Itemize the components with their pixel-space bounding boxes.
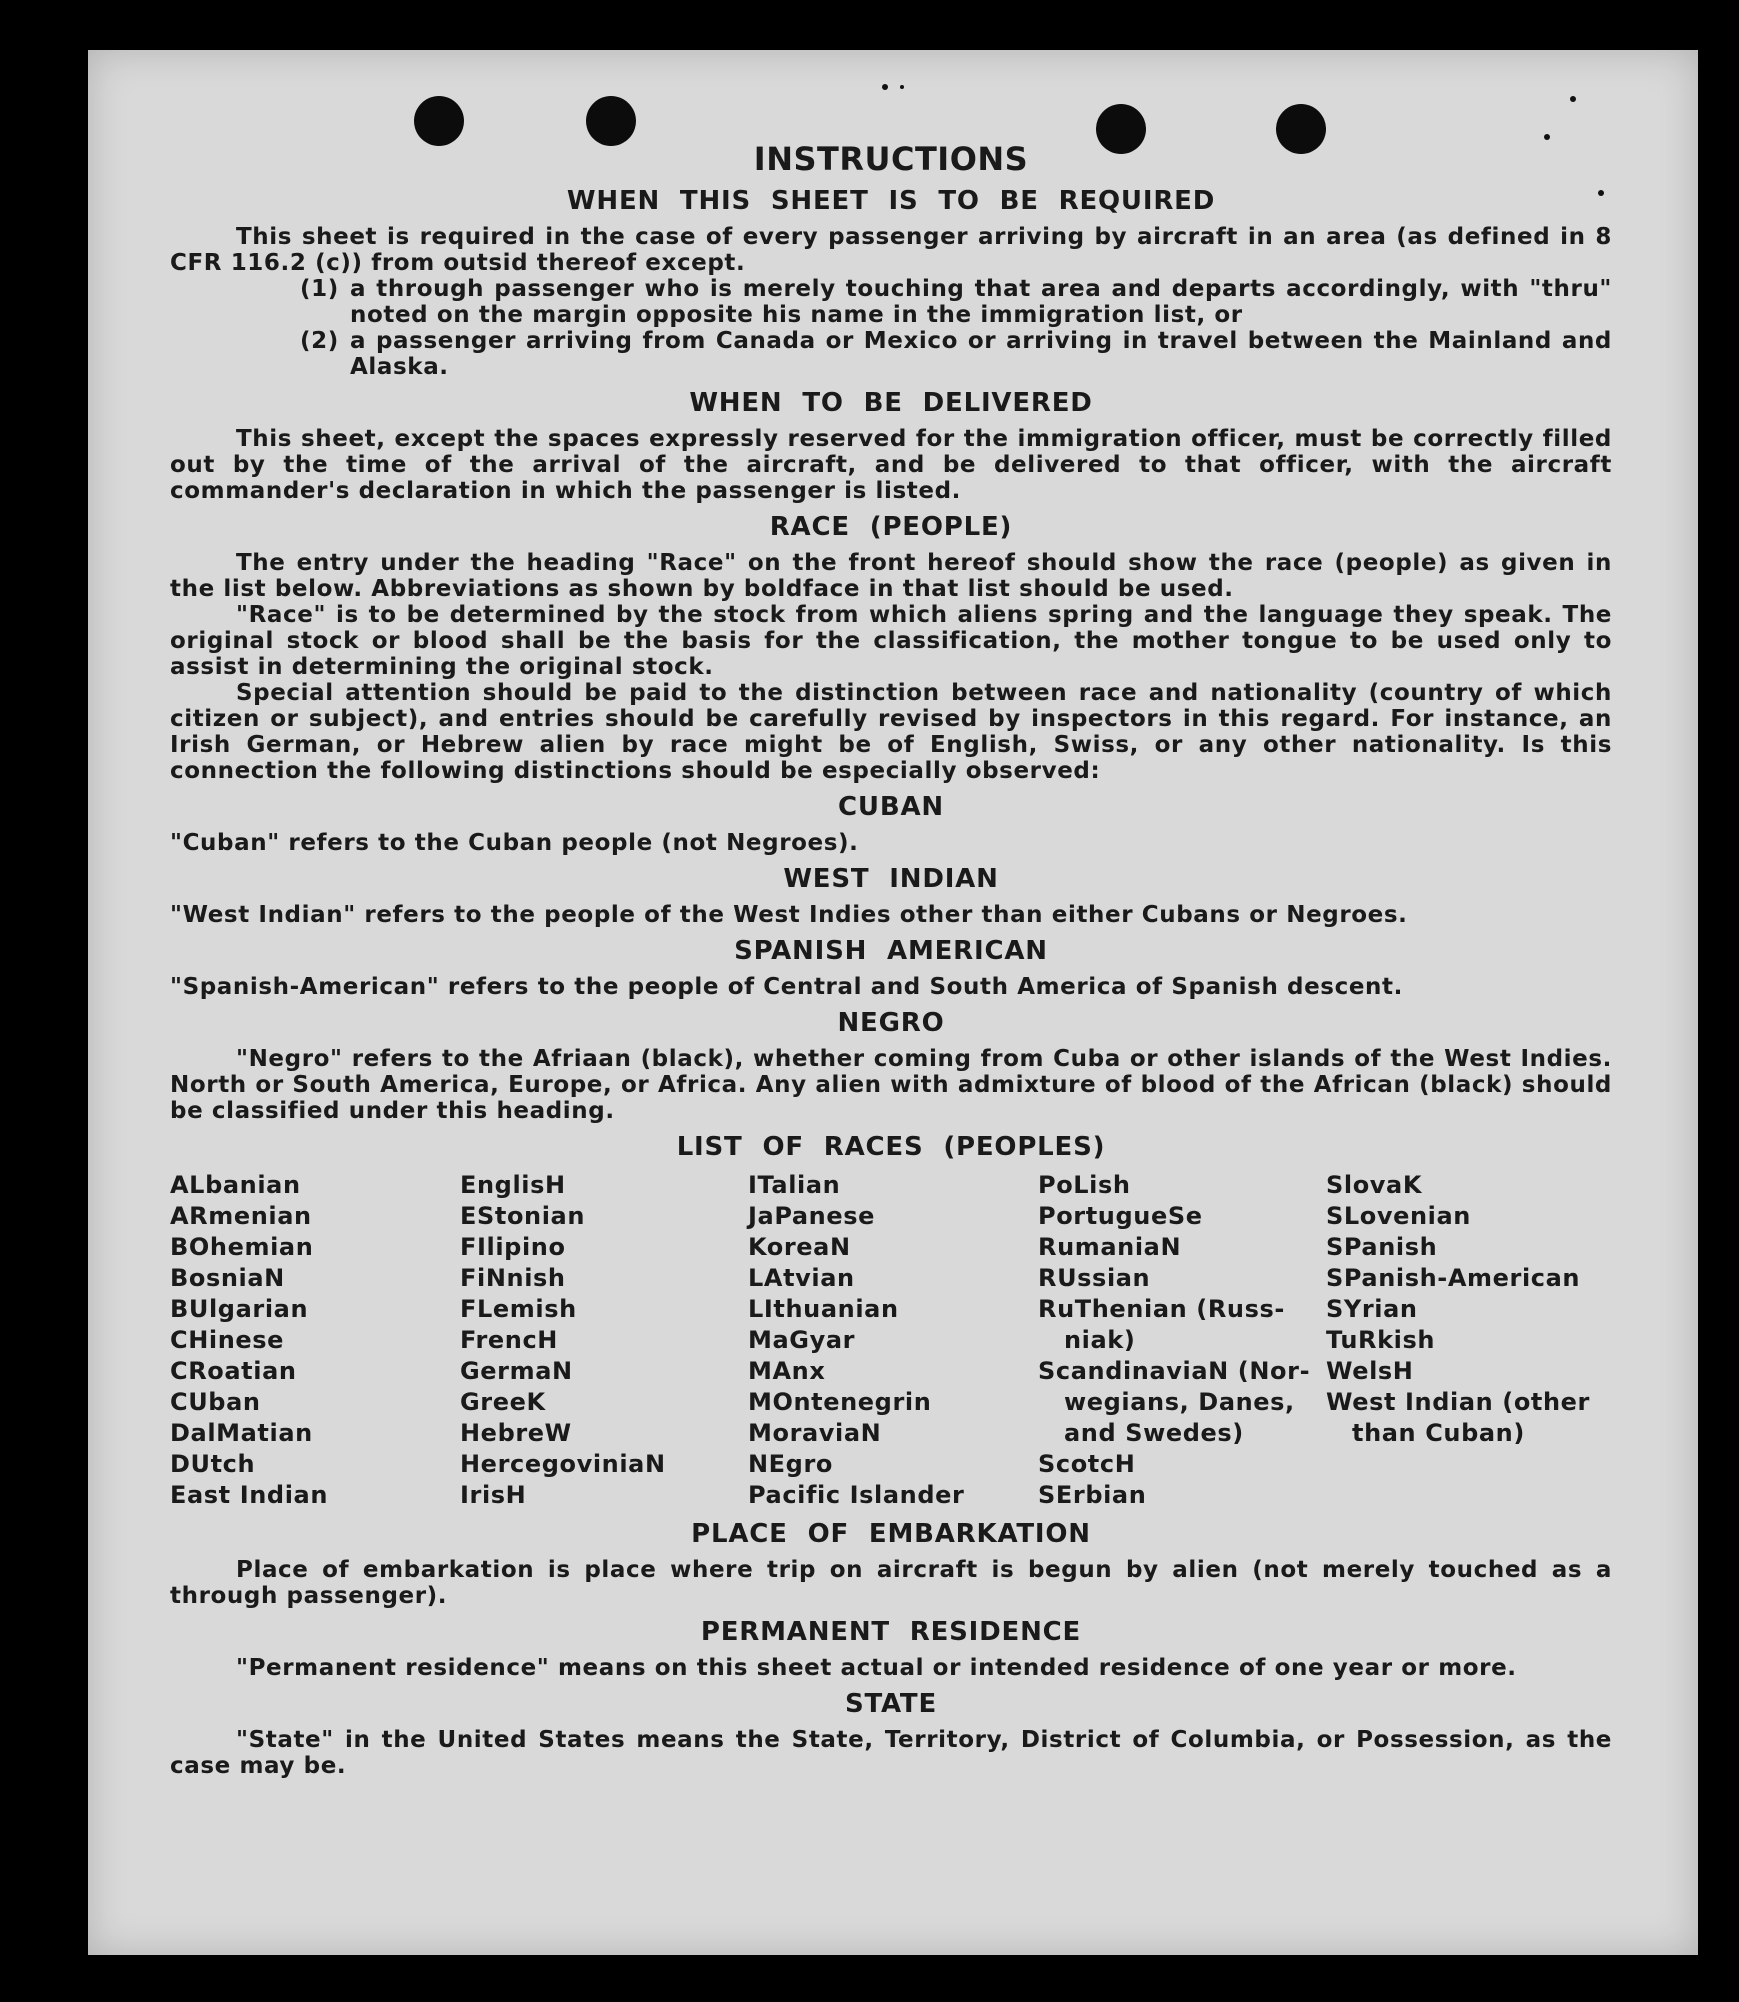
race-entry: TuRkish (1326, 1326, 1436, 1354)
exception-text: a through passenger who is merely touching that area and departs accordingly, with "thru" noted on the margin opposite his name in the immigration list, or (350, 276, 1612, 328)
race-entry: BosniaN (170, 1264, 285, 1292)
race-entry: HebreW (460, 1419, 572, 1447)
document-sheet (88, 50, 1698, 1955)
race-entry: RuThenian (Russ- (1038, 1295, 1285, 1323)
punch-hole (586, 96, 636, 146)
race-entry: DUtch (170, 1450, 256, 1478)
race-entry: MaGyar (748, 1326, 856, 1354)
race-entry: MAnx (748, 1357, 826, 1385)
race-entry: West Indian (other (1326, 1388, 1590, 1416)
race-entry: East Indian (170, 1481, 329, 1509)
race-entry: GreeK (460, 1388, 546, 1416)
race-entry: ScotcH (1038, 1450, 1136, 1478)
race-entry: EnglisH (460, 1171, 566, 1199)
race-entry: SLovenian (1326, 1202, 1471, 1230)
race-entry: GermaN (460, 1357, 573, 1385)
race-entry: SErbian (1038, 1481, 1147, 1509)
heading-negro: NEGRO (837, 1008, 945, 1038)
race-entry-continued: wegians, Danes, (1064, 1388, 1295, 1416)
exception-item (300, 328, 1612, 380)
race-entry: BOhemian (170, 1233, 314, 1261)
race-paragraph: The entry under the heading "Race" on the front hereof should show the race (people) as given in the list below. Abbreviations as shown by boldface in that list should be used. (170, 550, 1612, 602)
punch-hole (414, 96, 464, 146)
race-entry: CRoatian (170, 1357, 297, 1385)
race-entry: SYrian (1326, 1295, 1418, 1323)
speck (882, 84, 888, 90)
race-entry: ARmenian (170, 1202, 312, 1230)
required-intro: This sheet is required in the case of every passenger arriving by aircraft in an area (as defined in 8 CFR 116.2 (c)) from outsid thereof except. (170, 224, 1612, 276)
cuban-text: "Cuban" refers to the Cuban people (not Negroes). (170, 830, 859, 856)
race-entry: SPanish (1326, 1233, 1438, 1261)
race-entry: ScandinaviaN (Nor- (1038, 1357, 1311, 1385)
race-entry: SlovaK (1326, 1171, 1423, 1199)
race-entry-continued: niak) (1064, 1326, 1136, 1354)
residence-text: "Permanent residence" means on this sheet actual or intended residence of one year or more. (236, 1655, 1517, 1681)
races-column (748, 1170, 1038, 1511)
exception-number: (2) (300, 328, 339, 354)
race-entry: MOntenegrin (748, 1388, 932, 1416)
race-entry-continued: than Cuban) (1352, 1419, 1525, 1447)
race-entry: IrisH (460, 1481, 527, 1509)
race-entry: FLemish (460, 1295, 577, 1323)
race-entry: CUban (170, 1388, 261, 1416)
race-entry: BUlgarian (170, 1295, 309, 1323)
page-title: INSTRUCTIONS (753, 140, 1029, 178)
race-entry: ITalian (748, 1171, 841, 1199)
race-entry-continued: and Swedes) (1064, 1419, 1244, 1447)
heading-spanish-american: SPANISH AMERICAN (734, 936, 1048, 966)
race-entry: RumaniaN (1038, 1233, 1182, 1261)
race-entry: SPanish-American (1326, 1264, 1581, 1292)
race-paragraph: "Race" is to be determined by the stock from which aliens spring and the language they speak. The original stock or blood shall be the basis for the classification, the mother tongue to be used only to assist in determining the original stock. (170, 602, 1612, 680)
races-list (170, 1170, 1612, 1511)
heading-state: STATE (844, 1689, 938, 1719)
races-column (1038, 1170, 1326, 1511)
race-entry: CHinese (170, 1326, 285, 1354)
race-entry: PoLish (1038, 1171, 1131, 1199)
race-entry: ALbanian (170, 1171, 301, 1199)
spanish-american-text: "Spanish-American" refers to the people of Central and South America of Spanish descent. (170, 974, 1403, 1000)
exception-text: a passenger arriving from Canada or Mexico or arriving in travel between the Mainland and Alaska. (350, 328, 1612, 380)
heading-permanent-residence: PERMANENT RESIDENCE (700, 1617, 1082, 1647)
races-column (1326, 1170, 1612, 1511)
races-column (170, 1170, 460, 1511)
exception-item (300, 276, 1612, 328)
race-entry: FIlipino (460, 1233, 566, 1261)
race-entry: JaPanese (748, 1202, 875, 1230)
heading-cuban: CUBAN (838, 792, 944, 822)
negro-text: "Negro" refers to the Afriaan (black), whether coming from Cuba or other islands of the West Indies. North or South America, Europe, or Africa. Any alien with admixture of blood of the African (black) should be classified under this heading. (170, 1046, 1612, 1124)
race-entry: HercegoviniaN (460, 1450, 666, 1478)
race-entry: KoreaN (748, 1233, 851, 1261)
race-entry: DalMatian (170, 1419, 313, 1447)
heading-list-of-races: LIST OF RACES (PEOPLES) (676, 1132, 1106, 1162)
heading-west-indian: WEST INDIAN (783, 864, 999, 894)
race-entry: FiNnish (460, 1264, 566, 1292)
exception-number: (1) (300, 276, 339, 302)
speck (1570, 96, 1576, 102)
delivered-text: This sheet, except the spaces expressly reserved for the immigration officer, must be correctly filled out by the time of the arrival of the aircraft, and be delivered to that officer, with the aircraft commander's declaration in which the passenger is listed. (170, 426, 1612, 504)
race-entry: LIthuanian (748, 1295, 899, 1323)
west-indian-text: "West Indian" refers to the people of the West Indies other than either Cubans or Negroes. (170, 902, 1408, 928)
embarkation-text: Place of embarkation is place where trip on aircraft is begun by alien (not merely touched as a through passenger). (170, 1557, 1612, 1609)
speck (900, 85, 904, 89)
race-entry: NEgro (748, 1450, 833, 1478)
heading-when-delivered: WHEN TO BE DELIVERED (689, 388, 1093, 418)
race-entry: MoraviaN (748, 1419, 882, 1447)
instructions-content (170, 140, 1612, 1779)
state-text: "State" in the United States means the State, Territory, District of Columbia, or Possession, as the case may be. (170, 1727, 1612, 1779)
heading-place-of-embarkation: PLACE OF EMBARKATION (691, 1519, 1091, 1549)
race-paragraph: Special attention should be paid to the distinction between race and nationality (country of which citizen or subject), and entries should be carefully revised by inspectors in this regard. For instance, an Irish German, or Hebrew alien by race might be of English, Swiss, or any other nationality. Is this connection the following distinctions should be especially observed: (170, 680, 1612, 784)
race-entry: Pacific Islander (748, 1481, 965, 1509)
race-entry: RUssian (1038, 1264, 1151, 1292)
race-entry: LAtvian (748, 1264, 855, 1292)
race-entry: EStonian (460, 1202, 586, 1230)
race-entry: FrencH (460, 1326, 558, 1354)
races-column (460, 1170, 748, 1511)
heading-when-required: WHEN THIS SHEET IS TO BE REQUIRED (566, 186, 1216, 216)
race-entry: WelsH (1326, 1357, 1414, 1385)
race-entry: PortugueSe (1038, 1202, 1203, 1230)
heading-race: RACE (PEOPLE) (769, 512, 1013, 542)
